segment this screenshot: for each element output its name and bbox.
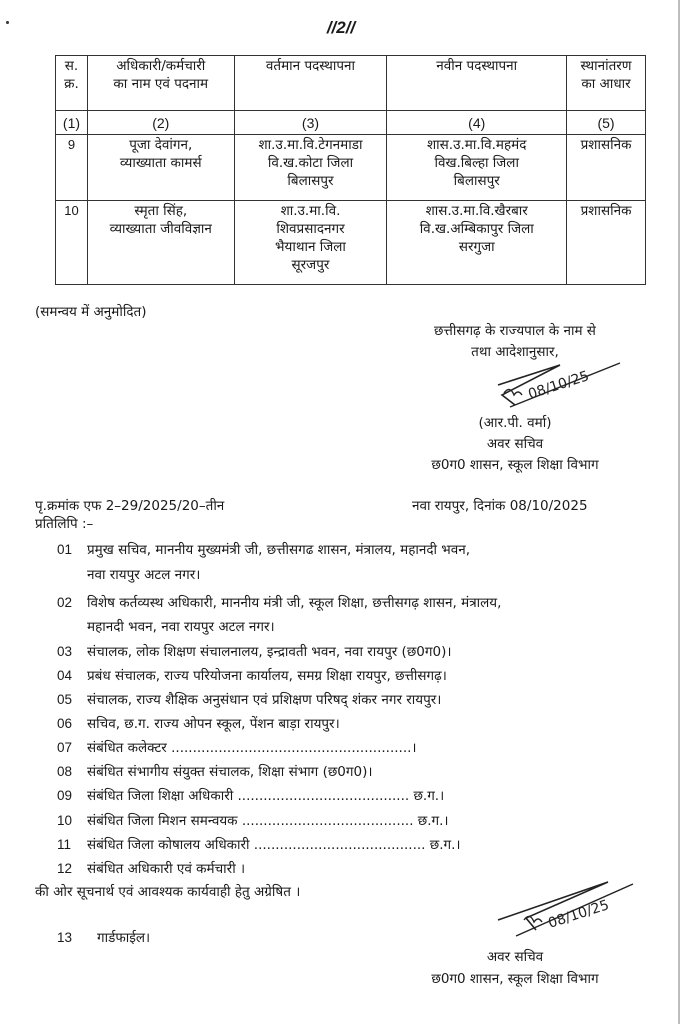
header-line: वर्तमान पदस्थापना [265, 58, 356, 74]
cc-item [57, 836, 461, 854]
cc-text: प्रबंध संचालक, राज्य परियोजना कार्यालय, समग्र शिक्षा रायपुर, छत्तीसगढ़। [87, 668, 447, 684]
signatory-designation: अवर सचिव [486, 436, 544, 452]
row-current-posting [234, 135, 387, 201]
signatory-2-department: छ0ग0 शासन, स्कूल शिक्षा विभाग [431, 971, 599, 987]
cc-num: 08 [57, 764, 73, 779]
cc-num: 13 [57, 930, 73, 945]
approval-note: (समन्वय में अनुमोदित) [35, 304, 147, 320]
cell-line: विख.बिल्हा जिला [434, 155, 519, 171]
cc-num: 03 [57, 644, 73, 659]
cc-text: संबंधित जिला कोषालय अधिकारी ........................................ छ.ग.। [87, 837, 461, 853]
cc-item [57, 739, 417, 757]
header-line: का नाम एवं पदनाम [113, 76, 209, 92]
cc-text: सचिव, छ.ग. राज्य ओपन स्कूल, पेंशन बाड़ा रायपुर। [87, 716, 340, 732]
cell-line: सरगुजा [458, 239, 495, 255]
cc-text: गार्डफाईल। [97, 930, 151, 946]
cc-item [57, 763, 372, 781]
cc-text: प्रमुख सचिव, माननीय मुख्यमंत्री जी, छत्तीसगढ शासन, मंत्रालय, महानदी भवन, [87, 542, 471, 558]
cell-line: वि.ख.कोटा जिला [267, 155, 354, 171]
cc-text: संचालक, लोक शिक्षण संचालनालय, इन्द्रावती भवन, नवा रायपुर (छ0ग0)। [87, 644, 452, 660]
cc-num: 05 [57, 692, 73, 707]
cc-item [57, 715, 340, 733]
cc-text: संचालक, राज्य शैक्षिक अनुसंधान एवं प्रशिक्षण परिषद् शंकर नगर रायपुर। [87, 692, 442, 708]
signature-2 [488, 880, 638, 942]
cc-text-cont: महानदी भवन, नवा रायपुर अटल नगर। [87, 619, 275, 635]
cell-line: वि.ख.अम्बिकापुर जिला [419, 221, 534, 237]
cell-line: स्मृता सिंह, [134, 203, 188, 219]
cc-item [57, 812, 449, 830]
governor-order-line-2: तथा आदेशानुसार, [471, 344, 559, 360]
cell-line: बिलासपुर [287, 173, 334, 189]
header-line: स्थानांतरण [580, 58, 632, 74]
signature-2-date: 08/10/25 [546, 897, 612, 932]
cell-line: बिलासपुर [453, 173, 500, 189]
header-line: का आधार [581, 76, 631, 92]
header-name [87, 56, 234, 111]
cc-text: संबंधित जिला मिशन समन्वयक ........................................ छ.ग.। [87, 813, 449, 829]
header-new-posting [387, 56, 567, 111]
governor-order-line-1: छत्तीसगढ़ के राज्यपाल के नाम से [434, 323, 596, 339]
cell-line: शास.उ.मा.वि.महमंद [427, 137, 527, 153]
header-line: स. [64, 58, 79, 74]
table-row [56, 135, 646, 201]
cc-text: विशेष कर्तव्यस्थ अधिकारी, माननीय मंत्री जी, स्कूल शिक्षा, छत्तीसगढ़ शासन, मंत्रालय, [87, 595, 502, 611]
signatory-name: (आर.पी. वर्मा) [478, 415, 552, 431]
copy-to-label: प्रतिलिपि :– [35, 516, 94, 532]
cell-line: शा.उ.मा.वि. [280, 203, 341, 219]
cc-num: 04 [57, 668, 73, 683]
cc-text: संबंधित जिला शिक्षा अधिकारी ........................................ छ.ग.। [87, 788, 445, 804]
row-sno: 10 [56, 201, 88, 285]
row-new-posting [387, 135, 567, 201]
cell-line: व्याख्याता जीवविज्ञान [109, 221, 212, 237]
header-sno [56, 56, 88, 111]
column-number: (2) [87, 111, 234, 135]
cell-line: सूरजपुर [291, 257, 330, 273]
header-line: अधिकारी/कर्मचारी [116, 58, 206, 74]
signatory-department: छ0ग0 शासन, स्कूल शिक्षा विभाग [431, 457, 599, 473]
cc-num: 11 [57, 837, 72, 852]
page-number-marker: //2// [326, 18, 356, 37]
cc-num: 06 [57, 716, 73, 731]
column-number: (4) [387, 111, 567, 135]
signatory-2-designation: अवर सचिव [486, 949, 544, 965]
transfer-table [55, 55, 646, 285]
cc-item [57, 594, 501, 612]
cell-line: भैयाथान जिला [275, 239, 346, 255]
table-row [56, 201, 646, 285]
cc-text: संबंधित अधिकारी एवं कर्मचारी । [87, 861, 246, 877]
row-name [87, 201, 234, 285]
cc-num: 09 [57, 788, 73, 803]
header-line: नवीन पदस्थापना [436, 58, 518, 74]
forward-note: की ओर सूचनार्थ एवं आवश्यक कार्यवाही हेतु अग्रेषित । [35, 884, 301, 900]
cc-text: संबंधित संभागीय संयुक्त संचालक, शिक्षा संभाग (छ0ग0)। [87, 764, 373, 780]
cc-num: 07 [57, 740, 73, 755]
cc-num: 01 [57, 542, 73, 557]
cc-num: 02 [57, 595, 73, 610]
place-date: नवा रायपुर, दिनांक 08/10/2025 [412, 498, 588, 514]
signature-1 [480, 355, 630, 415]
column-number: (1) [56, 111, 88, 135]
signature-1-date: 08/10/25 [526, 368, 592, 403]
table-header-row [56, 56, 646, 111]
row-sno: 9 [56, 135, 88, 201]
cell-line: पूजा देवांगन, [129, 137, 193, 153]
row-transfer-basis: प्रशासनिक [567, 135, 646, 201]
row-transfer-basis: प्रशासनिक [567, 201, 646, 285]
cc-num: 10 [57, 813, 73, 828]
cc-num: 12 [57, 861, 73, 876]
cc-item [57, 541, 470, 559]
row-new-posting [387, 201, 567, 285]
cc-item [57, 691, 441, 709]
cell-line: शिवप्रसादनगर [276, 221, 345, 237]
scan-edge-strip [678, 0, 680, 1024]
cell-line: व्याख्याता कामर्स [119, 155, 202, 171]
cc-item [57, 643, 451, 661]
header-line: क्र. [64, 76, 79, 92]
cc-item [57, 667, 447, 685]
cc-text-cont: नवा रायपुर अटल नगर। [87, 567, 201, 583]
header-transfer-basis [567, 56, 646, 111]
cc-item [57, 860, 245, 878]
cc-text: संबंधित कलेक्टर ........................................................। [87, 740, 417, 756]
cell-line: शा.उ.मा.वि.टेगनमाडा [258, 137, 363, 153]
header-current-posting [234, 56, 387, 111]
row-current-posting [234, 201, 387, 285]
cc-item [57, 787, 444, 805]
cc-item-13 [57, 929, 150, 947]
column-number: (5) [567, 111, 646, 135]
row-name [87, 135, 234, 201]
column-number: (3) [234, 111, 387, 135]
column-number-row [56, 111, 646, 135]
cell-line: शास.उ.मा.वि.खैरबार [425, 203, 528, 219]
reference-number: पृ.क्रमांक एफ 2–29/2025/20–तीन [35, 498, 225, 514]
